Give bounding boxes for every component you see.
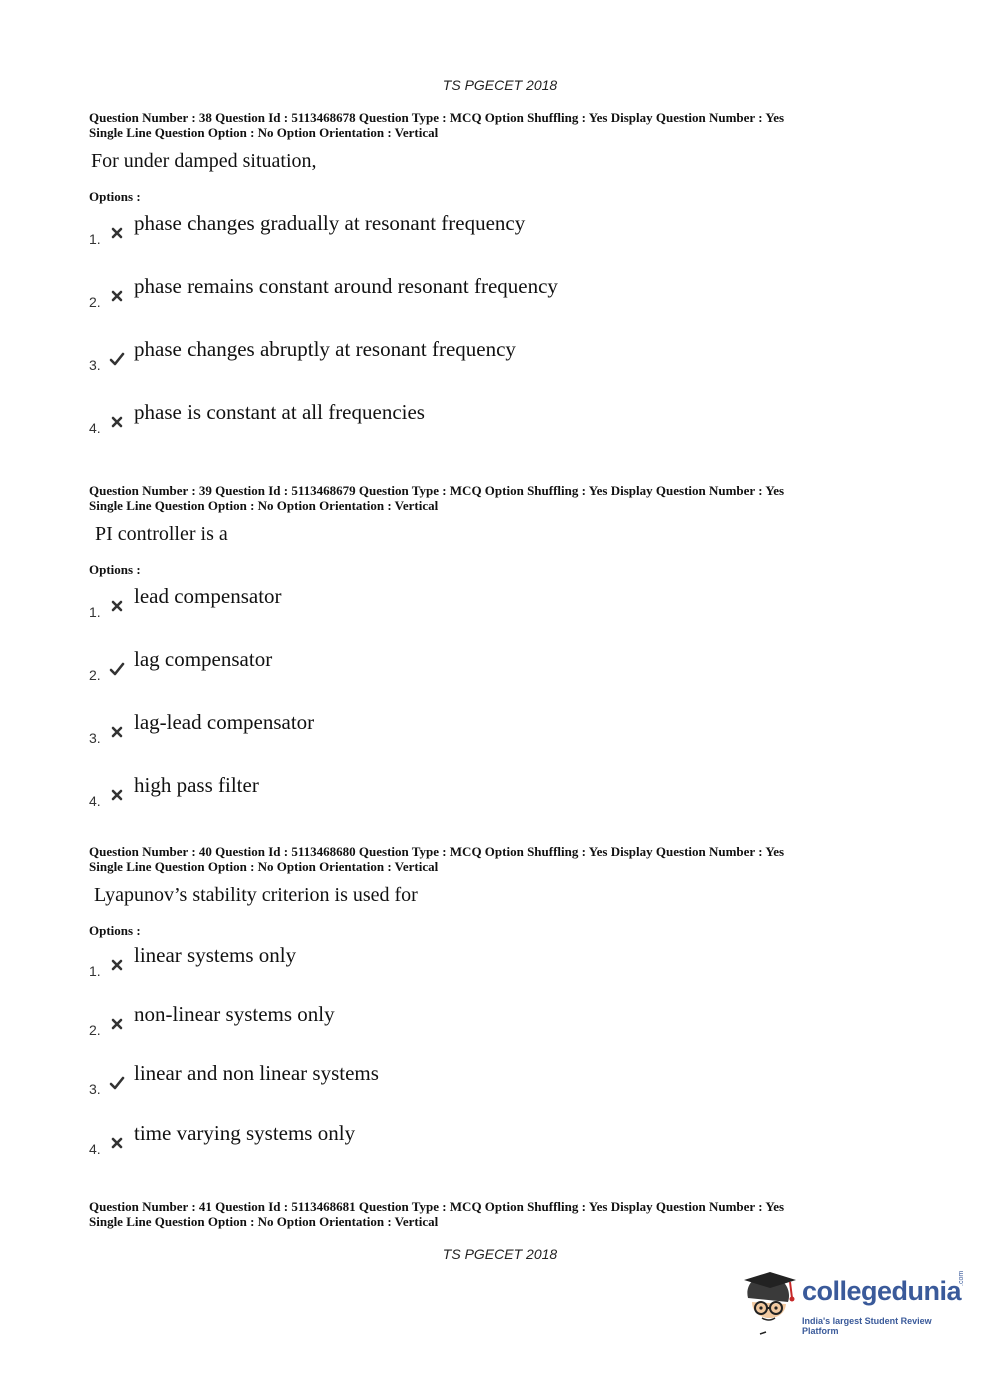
question-meta-line1: Question Number : 38 Question Id : 5113468678 Question Type : MCQ Option Shuffling : Yes Display Question Number : Yes: [89, 110, 785, 125]
question-38: [89, 110, 909, 463]
question-meta-line2: Single Line Question Option : No Option Orientation : Vertical: [89, 859, 439, 874]
option-4: [89, 1121, 909, 1184]
cross-icon: [109, 1016, 125, 1032]
option-number: 3.: [89, 1081, 101, 1097]
option-number: 1.: [89, 604, 101, 620]
option-number: 2.: [89, 667, 101, 683]
check-icon: [109, 351, 125, 367]
option-2: [89, 647, 909, 710]
option-number: 3.: [89, 730, 101, 746]
question-text: PI controller is a: [95, 523, 228, 545]
cross-icon: [109, 1135, 125, 1151]
option-4: [89, 773, 909, 836]
option-text: linear systems only: [134, 943, 297, 967]
option-text: phase is constant at all frequencies: [134, 400, 425, 424]
question-text: For under damped situation,: [91, 150, 317, 172]
cross-icon: [109, 957, 125, 973]
question-41: [89, 1199, 909, 1229]
question-meta-line2: Single Line Question Option : No Option Orientation : Vertical: [89, 125, 439, 140]
option-number: 2.: [89, 1022, 101, 1038]
page-header-title: TS PGECET 2018: [442, 77, 558, 93]
option-1: [89, 211, 909, 274]
question-meta-line1: Question Number : 39 Question Id : 5113468679 Question Type : MCQ Option Shuffling : Yes Display Question Number : Yes: [89, 483, 785, 498]
question-meta-line1: Question Number : 41 Question Id : 5113468681 Question Type : MCQ Option Shuffling : Yes Display Question Number : Yes: [89, 1199, 785, 1214]
option-3: [89, 337, 909, 400]
options-label: Options :: [89, 562, 141, 577]
option-number: 4.: [89, 793, 101, 809]
option-number: 4.: [89, 420, 101, 436]
question-39: [89, 483, 909, 836]
option-text: time varying systems only: [134, 1121, 356, 1145]
option-number: 4.: [89, 1141, 101, 1157]
question-text: Lyapunov’s stability criterion is used for: [94, 884, 418, 906]
cross-icon: [109, 288, 125, 304]
cross-icon: [109, 787, 125, 803]
option-number: 2.: [89, 294, 101, 310]
option-text: lag compensator: [134, 647, 273, 671]
option-4: [89, 400, 909, 463]
option-text: lag-lead compensator: [134, 710, 315, 734]
option-text: linear and non linear systems: [134, 1061, 379, 1085]
question-meta-line2: Single Line Question Option : No Option Orientation : Vertical: [89, 498, 439, 513]
question-meta-line2: Single Line Question Option : No Option Orientation : Vertical: [89, 1214, 439, 1229]
page-footer-title: TS PGECET 2018: [442, 1246, 558, 1262]
question-40: [89, 844, 909, 1184]
options-label: Options :: [89, 923, 141, 938]
check-icon: [109, 661, 125, 677]
option-2: [89, 274, 909, 337]
cross-icon: [109, 225, 125, 241]
option-number: 3.: [89, 357, 101, 373]
options-label: Options :: [89, 189, 141, 204]
option-text: high pass filter: [134, 773, 259, 797]
option-text: phase remains constant around resonant frequency: [134, 274, 558, 298]
option-text: lead compensator: [134, 584, 282, 608]
option-number: 1.: [89, 231, 101, 247]
option-text: phase changes abruptly at resonant frequency: [134, 337, 516, 361]
check-icon: [109, 1075, 125, 1091]
option-text: non-linear systems only: [134, 1002, 335, 1026]
option-number: 1.: [89, 963, 101, 979]
cross-icon: [109, 414, 125, 430]
option-3: [89, 1061, 909, 1121]
logo-suffix: .com: [958, 1270, 965, 1286]
logo-tagline: India's largest Student Review Platform: [802, 1316, 932, 1336]
mascot-icon: [740, 1268, 800, 1340]
option-1: [89, 584, 909, 647]
question-meta-line1: Question Number : 40 Question Id : 5113468680 Question Type : MCQ Option Shuffling : Yes Display Question Number : Yes: [89, 844, 785, 859]
option-3: [89, 710, 909, 773]
cross-icon: [109, 724, 125, 740]
cross-icon: [109, 598, 125, 614]
collegedunia-logo: [740, 1268, 970, 1340]
logo-wordmark: collegedunia: [802, 1276, 962, 1306]
option-1: [89, 943, 909, 1002]
option-text: phase changes gradually at resonant frequency: [134, 211, 526, 235]
option-2: [89, 1002, 909, 1061]
